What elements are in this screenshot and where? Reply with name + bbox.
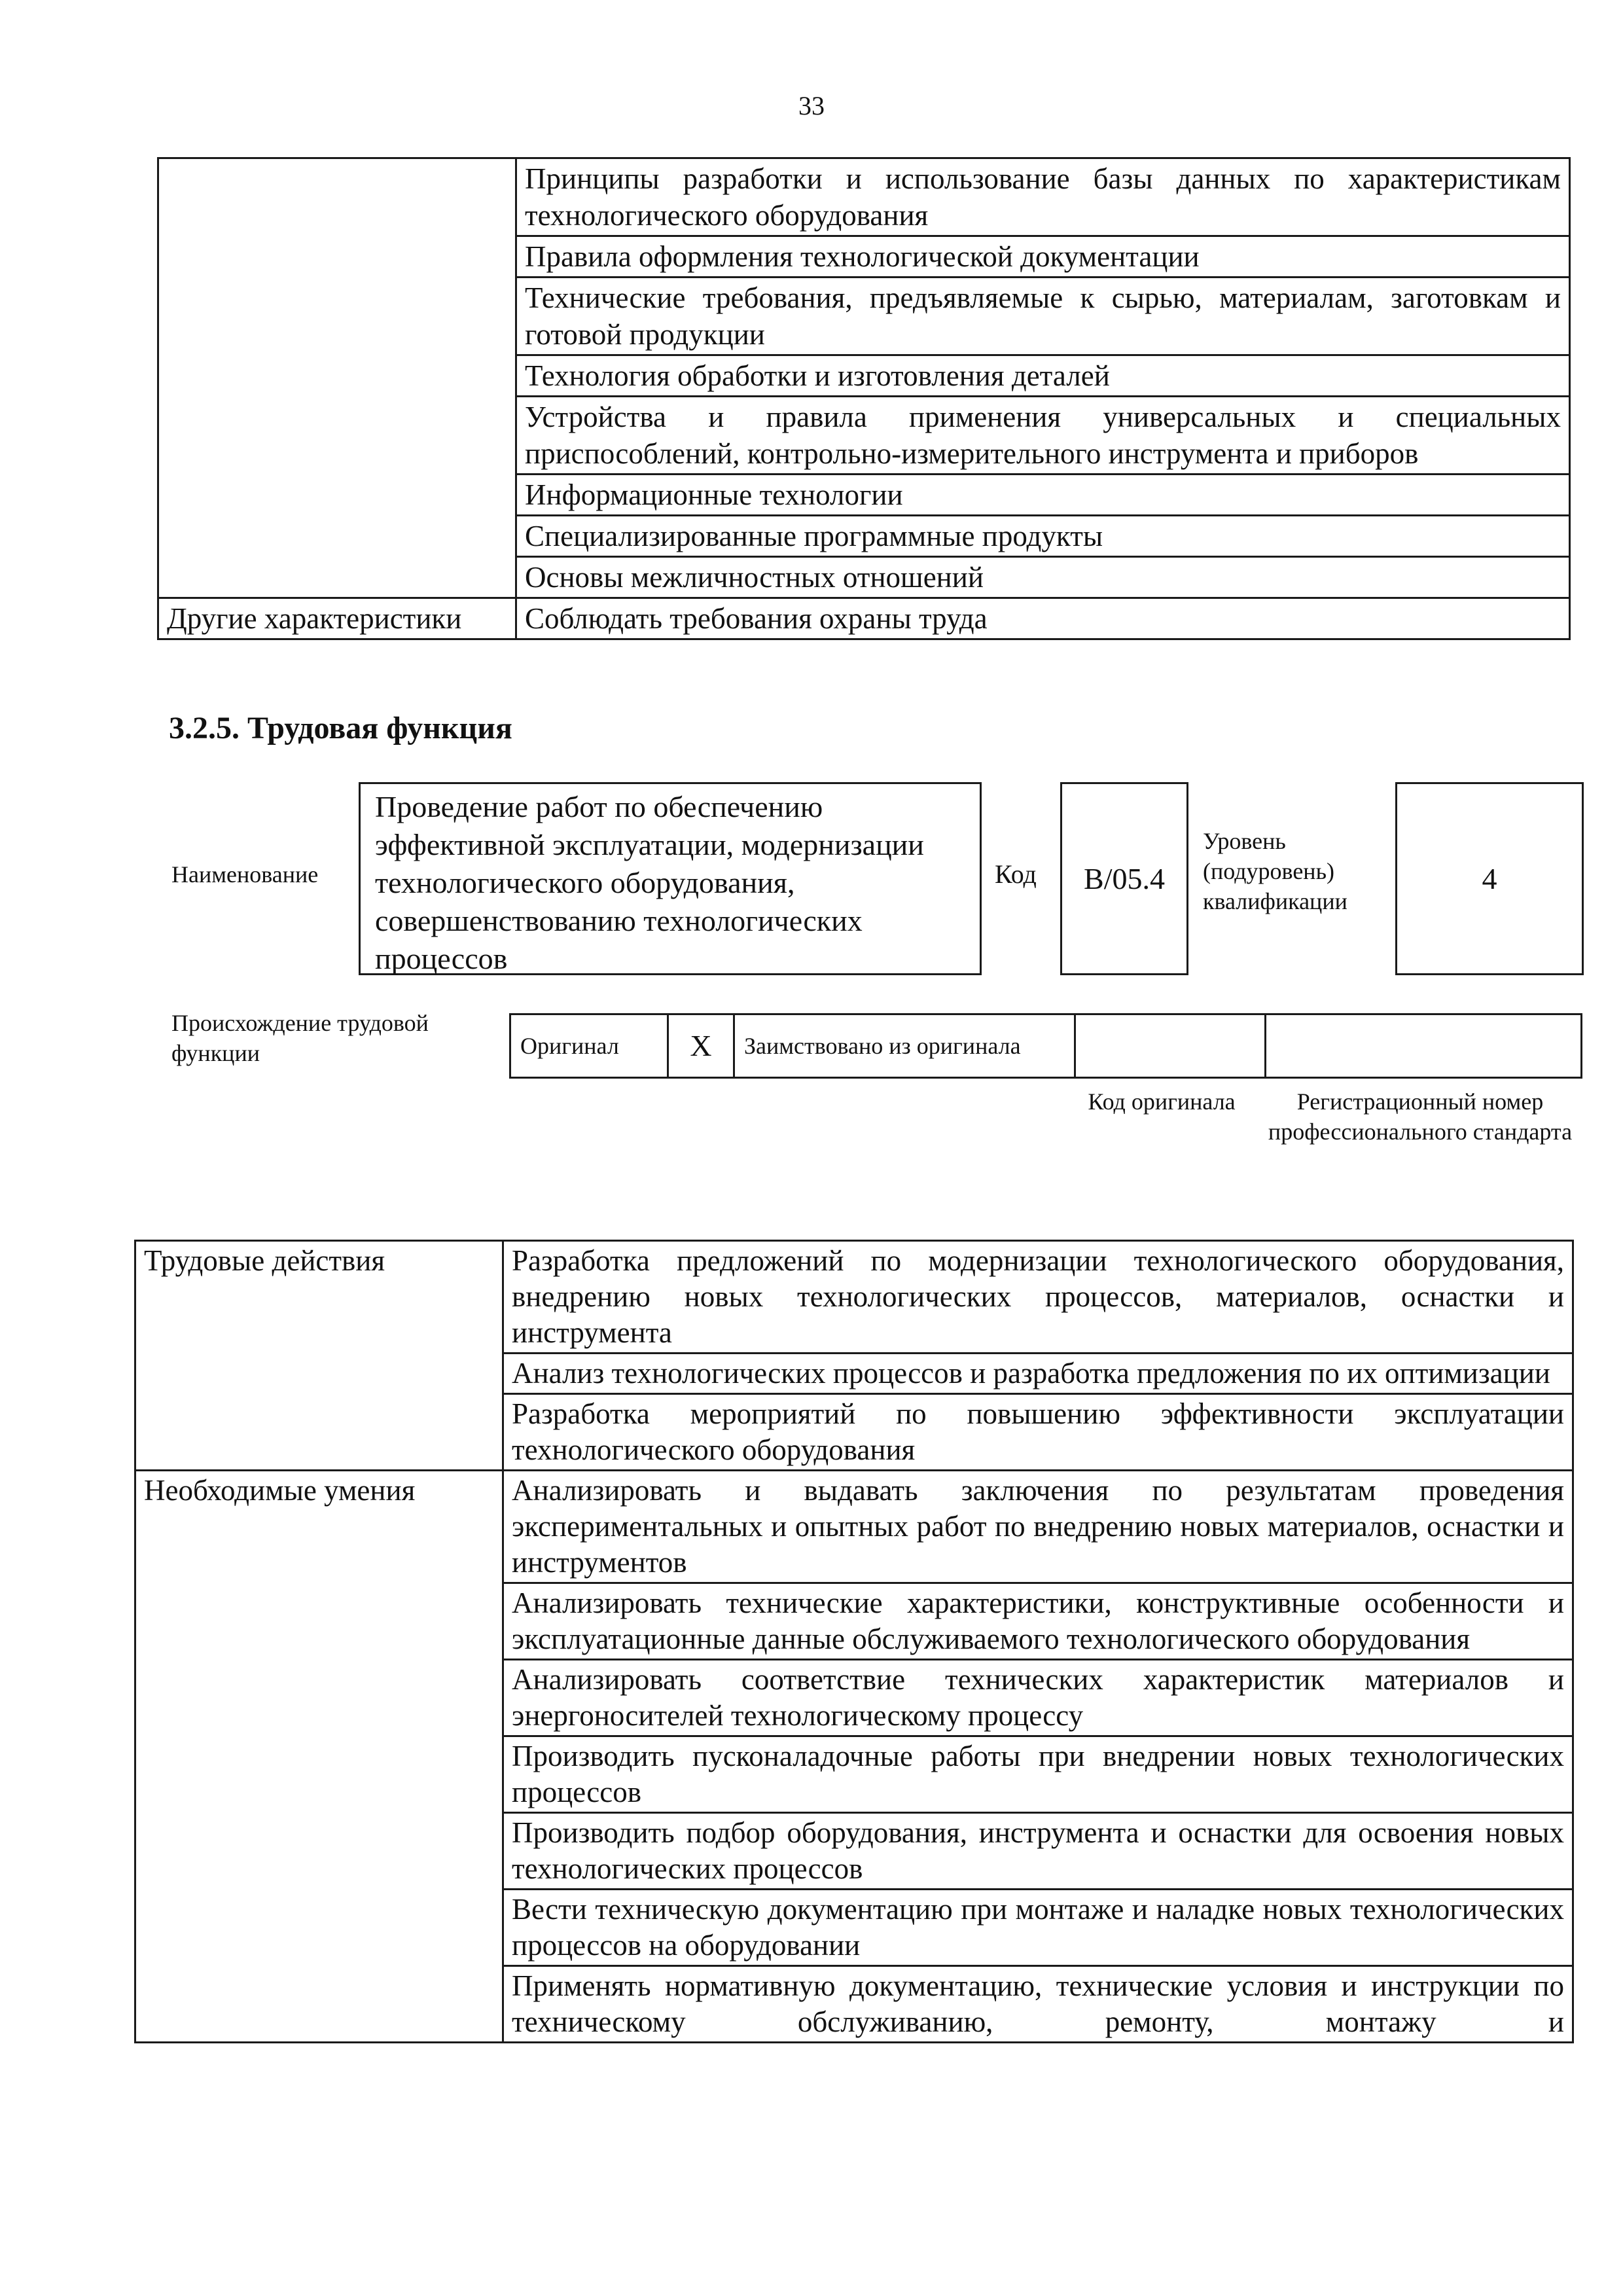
other-characteristics-value: Соблюдать требования охраны труда [516, 598, 1570, 639]
function-name-box: Проведение работ по обеспечению эффективной эксплуатации, модернизации технологического оборудования, совершенствованию технологических процессов [359, 782, 982, 975]
table-cell: Правила оформления технологической документации [516, 236, 1570, 278]
borrowed-label: Заимствовано из оригинала [734, 1014, 1075, 1078]
table-cell: Анализировать технические характеристики, конструктивные особенности и эксплуатационные данные обслуживаемого технологического оборудования [503, 1583, 1573, 1660]
table-row [510, 1014, 1582, 1078]
empty-left-cell [158, 158, 516, 598]
code-box: B/05.4 [1060, 782, 1188, 975]
labor-function-table [134, 1240, 1574, 2043]
knowledge-table [157, 157, 1571, 640]
original-mark: X [668, 1014, 734, 1078]
labor-actions-label: Трудовые действия [135, 1241, 503, 1471]
table-cell: Технические требования, предъявляемые к сырью, материалам, заготовкам и готовой продукции [516, 278, 1570, 355]
origin-table [509, 1013, 1582, 1079]
table-row [135, 1471, 1573, 1583]
code-label: Код [995, 859, 1037, 889]
other-characteristics-label: Другие характеристики [158, 598, 516, 639]
section-title: 3.2.5. Трудовая функция [169, 711, 512, 745]
table-cell: Анализировать соответствие технических характеристик материалов и энергоносителей технологическому процессу [503, 1660, 1573, 1736]
table-cell: Принципы разработки и использование базы данных по характеристикам технологического оборудования [516, 158, 1570, 236]
table-row [158, 158, 1570, 236]
original-code-cell [1075, 1014, 1266, 1078]
table-row [158, 598, 1570, 639]
registration-number-caption: Регистрационный номер профессионального стандарта [1268, 1088, 1573, 1145]
table-cell: Разработка предложений по модернизации технологического оборудования, внедрению новых технологических процессов, материалов, оснастки и инструмента [503, 1241, 1573, 1354]
table-cell: Специализированные программные продукты [516, 516, 1570, 557]
original-label: Оригинал [510, 1014, 668, 1078]
level-label: Уровень (подуровень) квалификации [1203, 828, 1347, 914]
table-cell: Технология обработки и изготовления деталей [516, 355, 1570, 397]
table-cell: Анализировать и выдавать заключения по результатам проведения экспериментальных и опытных работ по внедрению новых материалов, оснастки и инструментов [503, 1471, 1573, 1583]
table-cell: Информационные технологии [516, 475, 1570, 516]
table-cell: Устройства и правила применения универсальных и специальных приспособлений, контрольно-измерительного инструмента и приборов [516, 397, 1570, 475]
table-cell: Производить пусконаладочные работы при внедрении новых технологических процессов [503, 1736, 1573, 1813]
table-row [135, 1241, 1573, 1354]
table-cell: Производить подбор оборудования, инструмента и оснастки для освоения новых технологических процессов [503, 1813, 1573, 1890]
origin-label: Происхождение трудовой функции [171, 1010, 429, 1066]
table-cell: Основы межличностных отношений [516, 557, 1570, 598]
page-number: 33 [798, 91, 825, 120]
name-label: Наименование [171, 861, 319, 888]
table-cell: Разработка мероприятий по повышению эффективности эксплуатации технологического оборудования [503, 1394, 1573, 1471]
table-cell: Применять нормативную документацию, технические условия и инструкции по техническому обслуживанию, ремонту, монтажу и [503, 1966, 1573, 2043]
level-box: 4 [1395, 782, 1584, 975]
table-cell: Вести техническую документацию при монтаже и наладке новых технологических процессов на оборудовании [503, 1890, 1573, 1966]
registration-number-cell [1266, 1014, 1582, 1078]
table-cell: Анализ технологических процессов и разработка предложения по их оптимизации [503, 1354, 1573, 1394]
required-skills-label: Необходимые умения [135, 1471, 503, 2043]
original-code-caption: Код оригинала [1088, 1088, 1236, 1115]
